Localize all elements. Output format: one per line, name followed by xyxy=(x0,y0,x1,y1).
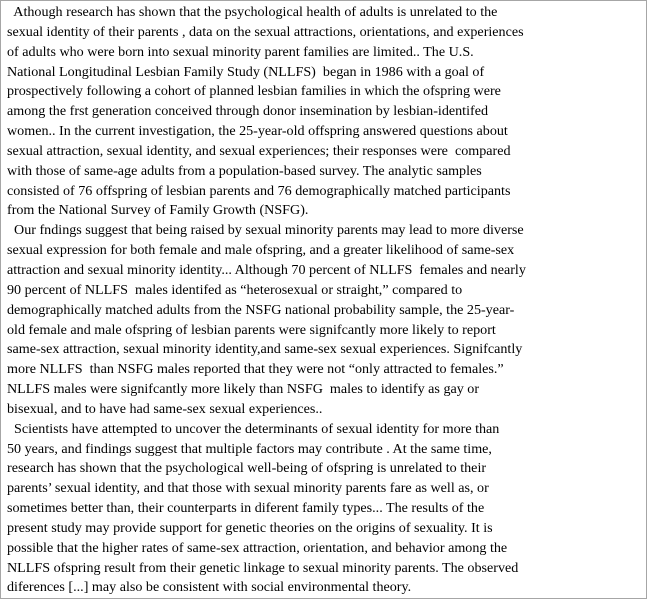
text-line: more NLLFS than NSFG males reported that they were not “only attracted to females.” xyxy=(7,361,504,378)
text-line: bisexual, and to have had same-sex sexual experiences.. xyxy=(7,400,323,417)
text-line: consisted of 76 offspring of lesbian parents and 76 demographically matched participants xyxy=(7,182,511,199)
text-line: of adults who were born into sexual minority parent families are limited.. The U.S. xyxy=(7,43,474,60)
text-line: parents’ sexual identity, and that those with sexual minority parents fare as well as, or xyxy=(7,480,489,497)
text-line: National Longitudinal Lesbian Family Study (NLLFS) began in 1986 with a goal of xyxy=(7,63,485,80)
text-line: from the National Survey of Family Growth (NSFG). xyxy=(7,202,309,219)
text-line: with those of same-age adults from a population-based survey. The analytic samples xyxy=(7,162,482,179)
text-line: demographically matched adults from the NSFG national probability sample, the 25-year- xyxy=(7,301,515,318)
text-line: 50 years, and findings suggest that multiple factors may contribute . At the same time, xyxy=(7,440,492,457)
text-line: sexual attraction, sexual identity, and sexual experiences; their responses were compared xyxy=(7,142,511,159)
text-line: old female and male ofspring of lesbian parents were signifcantly more likely to report xyxy=(7,321,496,338)
text-line: same-sex attraction, sexual minority identity,and same-sex sexual experiences. Signifcantly xyxy=(7,341,523,358)
text-line: sometimes better than, their counterparts in diferent family types... The results of the xyxy=(7,500,485,517)
document-body xyxy=(7,3,644,598)
text-line: NLLFS ofspring result from their genetic linkage to sexual minority parents. The observed xyxy=(7,559,519,576)
text-line: possible that the higher rates of same-sex attraction, orientation, and behavior among the xyxy=(7,539,508,556)
text-line: present study may provide support for genetic theories on the origins of sexuality. It is xyxy=(7,519,493,536)
text-line: sexual expression for both female and male ofspring, and a greater likelihood of same-sex xyxy=(7,242,515,259)
text-line: Our fndings suggest that being raised by sexual minority parents may lead to more diverse xyxy=(7,222,524,239)
text-line: sexual identity of their parents , data on the sexual attractions, orientations, and experiences xyxy=(7,23,524,40)
text-line: prospectively following a cohort of planned lesbian families in which the ofspring were xyxy=(7,83,501,100)
text-line: 90 percent of NLLFS males identifed as “heterosexual or straight,” compared to xyxy=(7,281,463,298)
text-line: women.. In the current investigation, the 25-year-old offspring answered questions about xyxy=(7,123,508,140)
text-line: research has shown that the psychological well-being of ofspring is unrelated to their xyxy=(7,460,487,477)
text-line: among the frst generation conceived through donor insemination by lesbian-identifed xyxy=(7,103,489,120)
text-line: Scientists have attempted to uncover the determinants of sexual identity for more than xyxy=(7,420,500,437)
text-line: attraction and sexual minority identity... Although 70 percent of NLLFS females and nearly xyxy=(7,261,526,278)
text-line: Athough research has shown that the psychological health of adults is unrelated to the xyxy=(7,4,498,20)
text-line: NLLFS males were signifcantly more likely than NSFG males to identify as gay or xyxy=(7,381,480,398)
text-line: diferences [...] may also be consistent with social environmental theory. xyxy=(7,579,412,596)
